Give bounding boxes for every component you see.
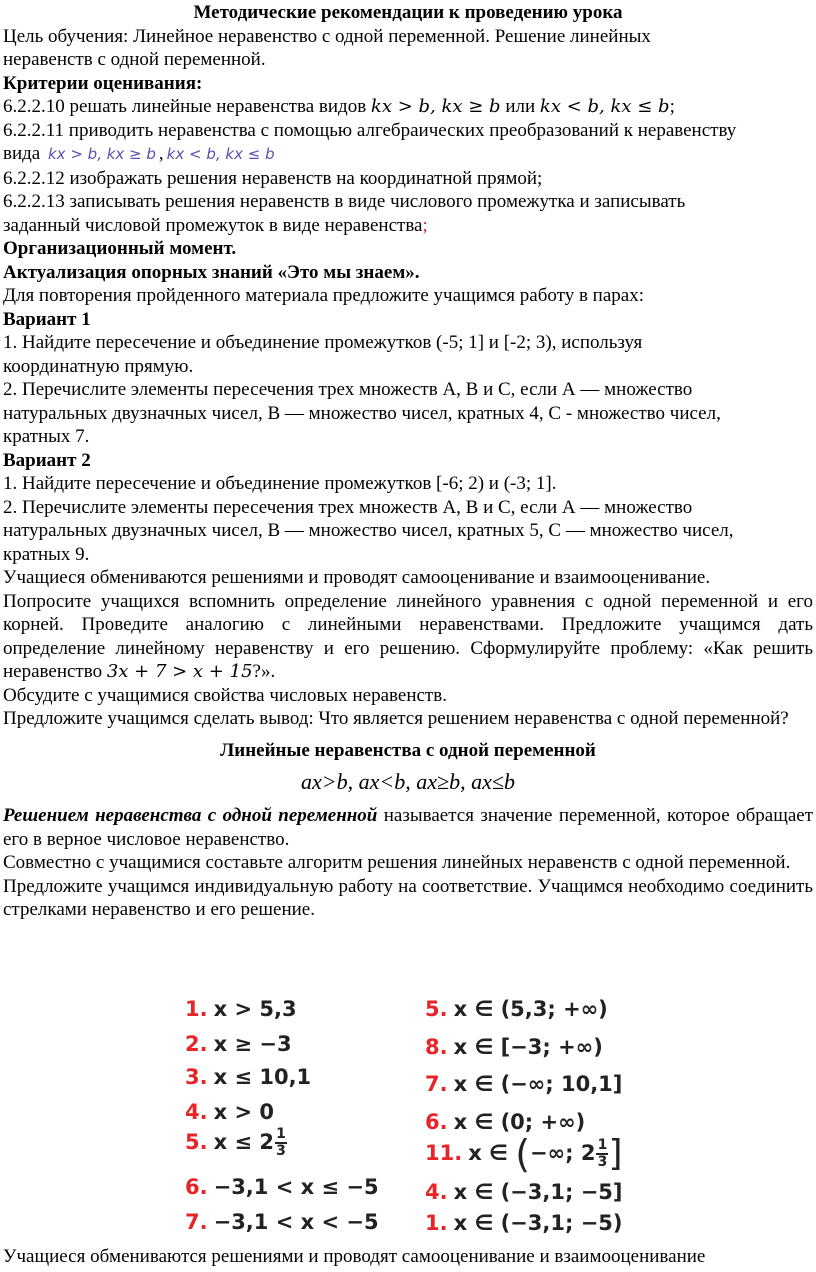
solution-set: x ∈ (−3,1; −5) bbox=[453, 1211, 623, 1235]
variant-2-task-2 bbox=[3, 496, 813, 567]
conjunction: или bbox=[500, 96, 540, 117]
math-expression: kx > b, kx ≥ b bbox=[370, 96, 501, 117]
exchange-note-1: Учащиеся обмениваются решениями и проводят самооценивание и взаимооценивание. bbox=[3, 567, 711, 588]
conclude-paragraph: Предложите учащимся сделать вывод: Что является решением неравенства с одной переменной? bbox=[3, 708, 789, 729]
criterion-code: 6.2.2.10 bbox=[3, 96, 65, 117]
criterion-text: заданный числовой промежуток в виде неравенства bbox=[3, 214, 423, 236]
item-number: 4. bbox=[185, 1100, 208, 1124]
item-number: 4. bbox=[425, 1180, 448, 1204]
item-number: 1. bbox=[425, 1211, 448, 1235]
document-title: Методические рекомендации к проведению урока bbox=[193, 2, 623, 23]
criteria-heading: Критерии оценивания: bbox=[3, 72, 203, 94]
right-item bbox=[425, 1180, 623, 1204]
inequality-forms: ax>b, ax<b, ax≥b, ax≤b bbox=[301, 769, 515, 794]
math-expression: 3x + 7 > x + 15 bbox=[106, 661, 253, 682]
criterion-code: 6.2.2.12 bbox=[3, 167, 65, 189]
task-line: 2. Перечислите элементы пересечения трех множеств А, В и С, если А — множество bbox=[3, 496, 693, 518]
task-line: натуральных двузначных чисел, В — множество чисел, кратных 5, С — множество чисел, bbox=[3, 520, 734, 541]
task-line: 1. Найдите пересечение и объединение промежутков (-5; 1] и [-2; 3), используя bbox=[3, 332, 643, 353]
matching-exercise bbox=[185, 997, 625, 1235]
inequality: x ≥ −3 bbox=[213, 1032, 292, 1056]
inequality: −3,1 < x ≤ −5 bbox=[213, 1175, 379, 1199]
section-heading: Линейные неравенства с одной переменной bbox=[220, 739, 596, 761]
criterion-text: записывать решения неравенств в виде числового промежутка и записывать bbox=[64, 191, 686, 212]
criterion-4 bbox=[3, 190, 813, 237]
right-item bbox=[425, 997, 608, 1021]
numerator: 1 bbox=[276, 1126, 286, 1142]
left-item bbox=[185, 1175, 379, 1199]
actualization-heading: Актуализация опорных знаний «Это мы знаем». bbox=[3, 261, 420, 283]
criterion-code: 6.2.2.13 bbox=[3, 191, 65, 212]
item-number: 8. bbox=[425, 1035, 448, 1059]
criterion-2 bbox=[3, 119, 813, 167]
goal-line-1: Цель обучения: Линейное неравенство с одной переменной. Решение линейных bbox=[3, 25, 651, 47]
solution-set: x ∈ [−3; +∞) bbox=[453, 1035, 603, 1059]
math-expression: kx < b, kx ≤ b bbox=[539, 96, 670, 117]
punctuation: ; bbox=[422, 214, 428, 236]
criterion-3 bbox=[3, 167, 813, 191]
punctuation: , bbox=[158, 143, 164, 164]
variant-1-task-2 bbox=[3, 378, 813, 449]
inequality: x > 5,3 bbox=[213, 997, 297, 1021]
item-number: 1. bbox=[185, 997, 208, 1021]
solution-set: −∞; 2 bbox=[530, 1141, 596, 1165]
task-line: 2. Перечислите элементы пересечения трех множеств А, В и С, если А — множество bbox=[3, 379, 693, 400]
task-line: координатную прямую. bbox=[3, 355, 194, 377]
pairs-instruction: Для повторения пройденного материала предложите учащимся работу в парах: bbox=[3, 285, 644, 306]
org-moment-heading: Организационный момент. bbox=[3, 238, 237, 259]
item-number: 7. bbox=[185, 1210, 208, 1234]
criterion-text: приводить неравенства с помощью алгебраических преобразований к неравенству bbox=[64, 119, 737, 141]
punctuation: ; bbox=[669, 96, 675, 117]
item-number: 3. bbox=[185, 1065, 208, 1089]
inequality: −3,1 < x < −5 bbox=[213, 1210, 379, 1234]
discuss-paragraph: Обсудите с учащимися свойства числовых неравенств. bbox=[3, 684, 447, 706]
left-item bbox=[185, 1127, 287, 1159]
criterion-code: 6.2.2.11 bbox=[3, 119, 65, 141]
inequality: x > 0 bbox=[213, 1100, 274, 1124]
right-item bbox=[425, 1110, 585, 1134]
learning-goal bbox=[3, 25, 813, 72]
task-line: кратных 7. bbox=[3, 426, 90, 447]
paragraph-text: Попросите учащихся вспомнить определение линейного уравнения с одной переменной и его корней. Проведите аналогию с линейными неравенствами. Предложите учащимся дать определение линейному неравенству и его решению. Сформулируйте проблему: «Как решить неравенство bbox=[3, 590, 813, 682]
criterion-1 bbox=[3, 95, 813, 119]
paragraph-text: называется значение переменной, которое обращает его в верное числовое неравенство. bbox=[3, 805, 813, 850]
item-number: 6. bbox=[425, 1110, 448, 1134]
denominator: 3 bbox=[276, 1143, 286, 1159]
left-item bbox=[185, 1032, 292, 1056]
item-number: 2. bbox=[185, 1032, 208, 1056]
item-number: 7. bbox=[425, 1072, 448, 1096]
variant-1-task-1 bbox=[3, 331, 813, 378]
document-page bbox=[3, 0, 813, 922]
task-line: кратных 9. bbox=[3, 543, 90, 565]
solution-set: x ∈ (−3,1; −5] bbox=[453, 1180, 623, 1204]
exchange-note-2: Учащиеся обмениваются решениями и проводят самооценивание и взаимооценивание bbox=[3, 1246, 706, 1267]
left-item bbox=[185, 1065, 311, 1089]
math-image: kx > b, kx ≥ b bbox=[48, 145, 156, 163]
variant-2-heading: Вариант 2 bbox=[3, 449, 91, 471]
inequality: x ≤ 10,1 bbox=[213, 1065, 312, 1089]
individual-work-paragraph: Предложите учащимся индивидуальную работу на соответствие. Учащимся необходимо соединить стрелками неравенство и его решение. bbox=[3, 875, 813, 920]
algorithm-paragraph: Совместно с учащимися составьте алгоритм решения линейных неравенств с одной переменной. bbox=[3, 852, 791, 873]
math-image: kx < b, kx ≤ b bbox=[166, 145, 275, 163]
right-item bbox=[425, 1072, 622, 1096]
criterion-text: решать линейные неравенства видов bbox=[64, 96, 371, 117]
fraction bbox=[596, 1138, 608, 1170]
inequality: x ≤ 2 bbox=[213, 1130, 274, 1154]
criterion-text: изображать решения неравенств на координатной прямой; bbox=[64, 167, 543, 189]
item-number: 11. bbox=[425, 1141, 463, 1165]
open-paren: ( bbox=[515, 1132, 531, 1176]
fraction bbox=[275, 1127, 287, 1159]
defined-term: Решением неравенства с одной переменной bbox=[3, 805, 378, 826]
close-bracket: ] bbox=[608, 1133, 623, 1174]
left-item bbox=[185, 1210, 379, 1234]
numerator: 1 bbox=[597, 1137, 608, 1153]
solution-set: x ∈ (5,3; +∞) bbox=[453, 997, 608, 1021]
item-number: 5. bbox=[185, 1130, 208, 1154]
left-item bbox=[185, 997, 297, 1021]
punctuation: ?». bbox=[252, 661, 276, 682]
solution-set: x ∈ bbox=[468, 1141, 516, 1165]
variant-1-heading: Вариант 1 bbox=[3, 308, 91, 330]
left-item bbox=[185, 1100, 274, 1124]
item-number: 6. bbox=[185, 1175, 208, 1199]
criterion-text: вида bbox=[3, 143, 41, 164]
ask-paragraph bbox=[3, 590, 813, 684]
definition-paragraph bbox=[3, 804, 813, 851]
goal-line-2: неравенств с одной переменной. bbox=[3, 49, 266, 70]
task-line: натуральных двузначных чисел, В — множество чисел, кратных 4, С - множество чисел, bbox=[3, 402, 721, 424]
denominator: 3 bbox=[597, 1154, 608, 1170]
right-item bbox=[425, 1132, 623, 1176]
solution-set: x ∈ (−∞; 10,1] bbox=[453, 1072, 623, 1096]
variant-2-task-1: 1. Найдите пересечение и объединение промежутков [-6; 2) и (-3; 1]. bbox=[3, 473, 557, 494]
item-number: 5. bbox=[425, 997, 448, 1021]
right-item bbox=[425, 1035, 603, 1059]
solution-set: x ∈ (0; +∞) bbox=[453, 1110, 586, 1134]
right-item bbox=[425, 1211, 623, 1235]
